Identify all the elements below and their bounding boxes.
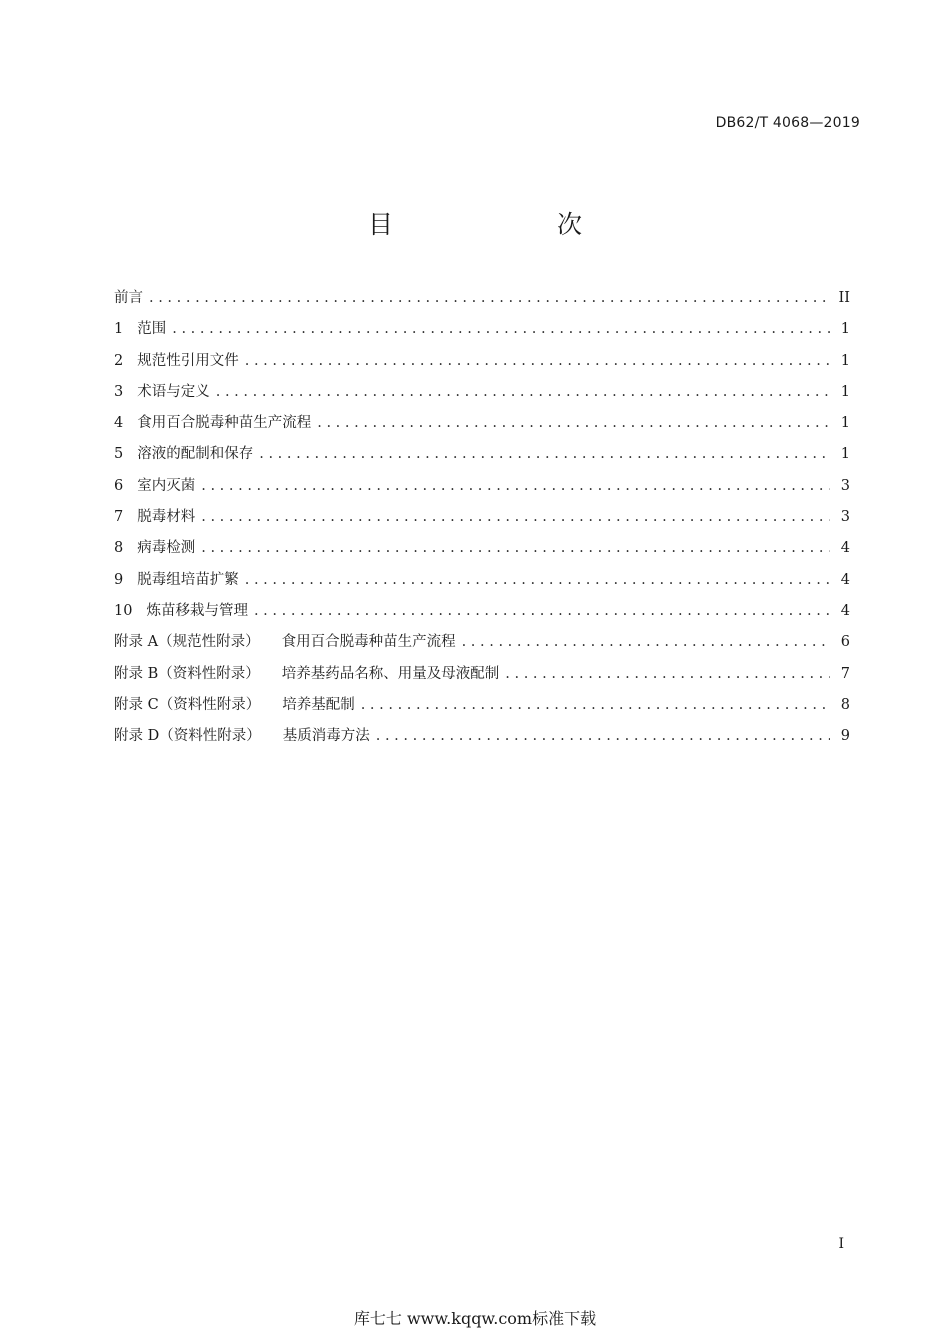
toc-entry-page: 9: [840, 728, 850, 745]
toc-entry-number: 7: [114, 509, 124, 526]
page-title: 目 次: [367, 210, 620, 239]
toc-entry-number: 附录 A（规范性附录）: [114, 634, 260, 651]
toc-leader-dots: [361, 697, 830, 713]
toc-entry[interactable]: [114, 536, 850, 567]
toc-entry[interactable]: [114, 317, 850, 348]
toc-entry-number: 9: [114, 571, 124, 588]
toc-leader-dots: [462, 634, 830, 650]
toc-entry[interactable]: [114, 380, 850, 411]
toc-entry-page: 1: [840, 352, 850, 369]
toc-leader-dots: [201, 478, 830, 494]
toc-entry-label: 食用百合脱毒种苗生产流程: [281, 634, 456, 651]
toc-entry[interactable]: [114, 568, 850, 599]
toc-entry-page: 7: [840, 665, 850, 682]
toc-entry-label: 术语与定义: [137, 383, 210, 400]
toc-entry[interactable]: [114, 505, 850, 536]
toc-entry-label: 培养基药品名称、用量及母液配制: [281, 665, 500, 682]
toc-entry-page: II: [838, 290, 850, 306]
toc-leader-dots: [317, 415, 830, 431]
toc-entry-page: 8: [840, 696, 850, 713]
toc-entry-label: 病毒检测: [137, 540, 196, 557]
toc-leader-dots: [254, 603, 830, 619]
toc-entry[interactable]: [114, 599, 850, 630]
toc-entry-label: 前言: [114, 290, 143, 306]
toc-entry-number: 1: [114, 321, 124, 338]
toc-entry-page: 1: [840, 446, 850, 463]
toc-entry-page: 3: [840, 509, 850, 526]
watermark-text: 库七七 www.kqqw.com标准下载: [353, 1309, 597, 1328]
table-of-contents: [114, 286, 850, 755]
toc-entry[interactable]: [114, 724, 850, 755]
toc-entry[interactable]: [114, 662, 850, 693]
toc-leader-dots: [172, 321, 830, 337]
toc-entry-page: 6: [840, 634, 850, 651]
toc-entry-number: 附录 B（资料性附录）: [114, 665, 260, 682]
toc-entry-page: 1: [840, 321, 850, 338]
toc-entry-label: 脱毒组培苗扩繁: [137, 571, 239, 588]
toc-leader-dots: [245, 353, 830, 369]
toc-entry-label: 室内灭菌: [137, 477, 196, 494]
toc-entry-page: 1: [840, 383, 850, 400]
toc-entry-number: 4: [114, 415, 124, 432]
toc-leader-dots: [149, 290, 830, 306]
toc-entry-label: 规范性引用文件: [137, 352, 239, 369]
toc-entry-label: 食用百合脱毒种苗生产流程: [137, 415, 312, 432]
toc-entry-number: 6: [114, 477, 124, 494]
toc-leader-dots: [376, 728, 830, 744]
toc-entry[interactable]: [114, 630, 850, 661]
toc-entry-label: 溶液的配制和保存: [137, 446, 254, 463]
toc-leader-dots: [259, 446, 830, 462]
document-code: DB62/T 4068—2019: [715, 115, 860, 131]
toc-entry-page: 4: [840, 540, 850, 557]
toc-leader-dots: [201, 540, 830, 556]
toc-entry-label: 基质消毒方法: [282, 728, 370, 745]
toc-leader-dots: [505, 666, 830, 682]
toc-entry-number: 附录 D（资料性附录）: [114, 728, 261, 745]
toc-leader-dots: [216, 384, 830, 400]
toc-entry-number: 2: [114, 352, 124, 369]
toc-entry-page: 4: [840, 602, 850, 619]
toc-entry-page: 4: [840, 571, 850, 588]
toc-entry[interactable]: [114, 286, 850, 317]
toc-entry-page: 1: [840, 415, 850, 432]
toc-entry-label: 脱毒材料: [137, 509, 196, 526]
toc-entry-label: 炼苗移栽与管理: [146, 602, 248, 619]
toc-entry[interactable]: [114, 349, 850, 380]
toc-entry[interactable]: [114, 474, 850, 505]
toc-entry-number: 3: [114, 383, 124, 400]
page-number: I: [838, 1236, 844, 1252]
toc-entry-number: 10: [114, 602, 133, 619]
toc-entry-page: 3: [840, 477, 850, 494]
toc-entry-number: 附录 C（资料性附录）: [114, 696, 261, 713]
toc-entry[interactable]: [114, 693, 850, 724]
toc-entry-number: 5: [114, 446, 124, 463]
toc-entry[interactable]: [114, 411, 850, 442]
toc-entry-label: 培养基配制: [282, 696, 355, 713]
toc-leader-dots: [245, 572, 830, 588]
toc-entry-number: 8: [114, 540, 124, 557]
toc-entry-label: 范围: [137, 321, 167, 338]
toc-entry[interactable]: [114, 442, 850, 473]
toc-leader-dots: [201, 509, 830, 525]
